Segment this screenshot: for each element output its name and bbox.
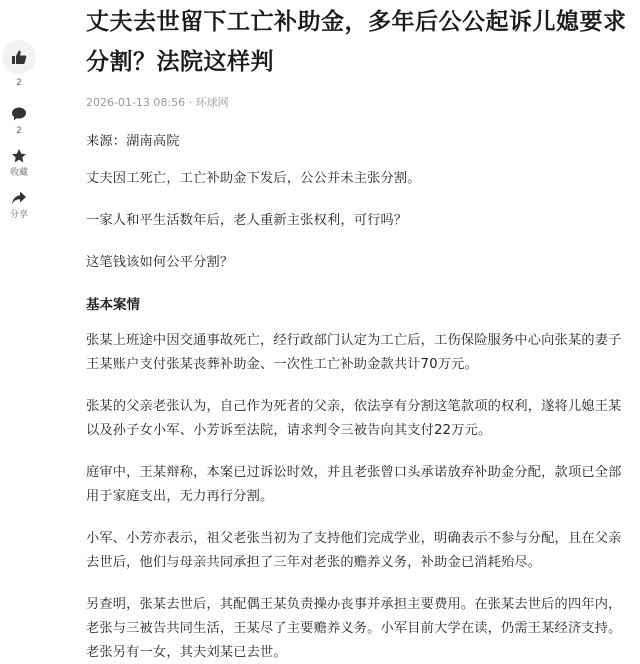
favorite-button[interactable]: [10, 148, 28, 178]
favorite-label: 收藏: [9, 168, 28, 178]
publish-date: 2026-01-13 08:56: [86, 96, 186, 109]
like-button[interactable]: [2, 40, 36, 74]
share-button[interactable]: [10, 190, 28, 220]
article-title: 丈夫去世留下工亡补助金，多年后公公起诉儿媳要求分割？法院这样判: [86, 9, 627, 75]
article: [86, 0, 634, 664]
star-icon: [11, 148, 27, 164]
article-meta: [86, 96, 634, 110]
section-heading: 基本案情: [86, 297, 140, 313]
comment-count: 2: [16, 126, 22, 136]
paragraph: 这笔钱该如何公平分割？: [86, 255, 234, 270]
paragraph: 另查明，张某去世后，其配偶王某负责操办丧事并承担主要费用。在张某去世后的四年内，老张与三被告共同生活，王某尽了主要赡养义务。小军目前大学在读，仍需王某经济支持。老张另有一女，其夫刘某已去世。: [86, 597, 622, 660]
paragraph: 丈夫因工死亡，工亡补助金下发后，公公并未主张分割。: [86, 171, 421, 186]
source-name[interactable]: 环球网: [195, 96, 229, 109]
source-line: 来源：湖南高院: [86, 134, 180, 149]
article-body: [86, 130, 634, 664]
meta-separator: ·: [185, 96, 196, 109]
paragraph: 庭审中，王某辩称，本案已过诉讼时效，并且老张曾口头承诺放弃补助金分配，款项已全部用于家庭支出，无力再行分割。: [86, 465, 622, 504]
thumbs-up-icon: [11, 49, 27, 65]
comment-button[interactable]: [11, 106, 27, 136]
action-rail: [0, 40, 38, 232]
comment-icon: [11, 106, 27, 122]
like-count: 2: [16, 78, 22, 88]
paragraph: 张某的父亲老张认为，自己作为死者的父亲，依法享有分割这笔款项的权利，遂将儿媳王某以及孙子女小军、小芳诉至法院，请求判令三被告向其支付22万元。: [86, 399, 622, 438]
paragraph: 小军、小芳亦表示，祖父老张当初为了支持他们完成学业，明确表示不参与分配，且在父亲去世后，他们与母亲共同承担了三年对老张的赡养义务，补助金已消耗殆尽。: [86, 531, 622, 570]
paragraph: 一家人和平生活数年后，老人重新主张权利，可行吗？: [86, 213, 408, 228]
paragraph: 张某上班途中因交通事故死亡，经行政部门认定为工亡后，工伤保险服务中心向张某的妻子王某账户支付张某丧葬补助金、一次性工亡补助金款共计70万元。: [86, 333, 622, 372]
share-arrow-icon: [11, 190, 27, 206]
share-label: 分享: [9, 210, 28, 220]
